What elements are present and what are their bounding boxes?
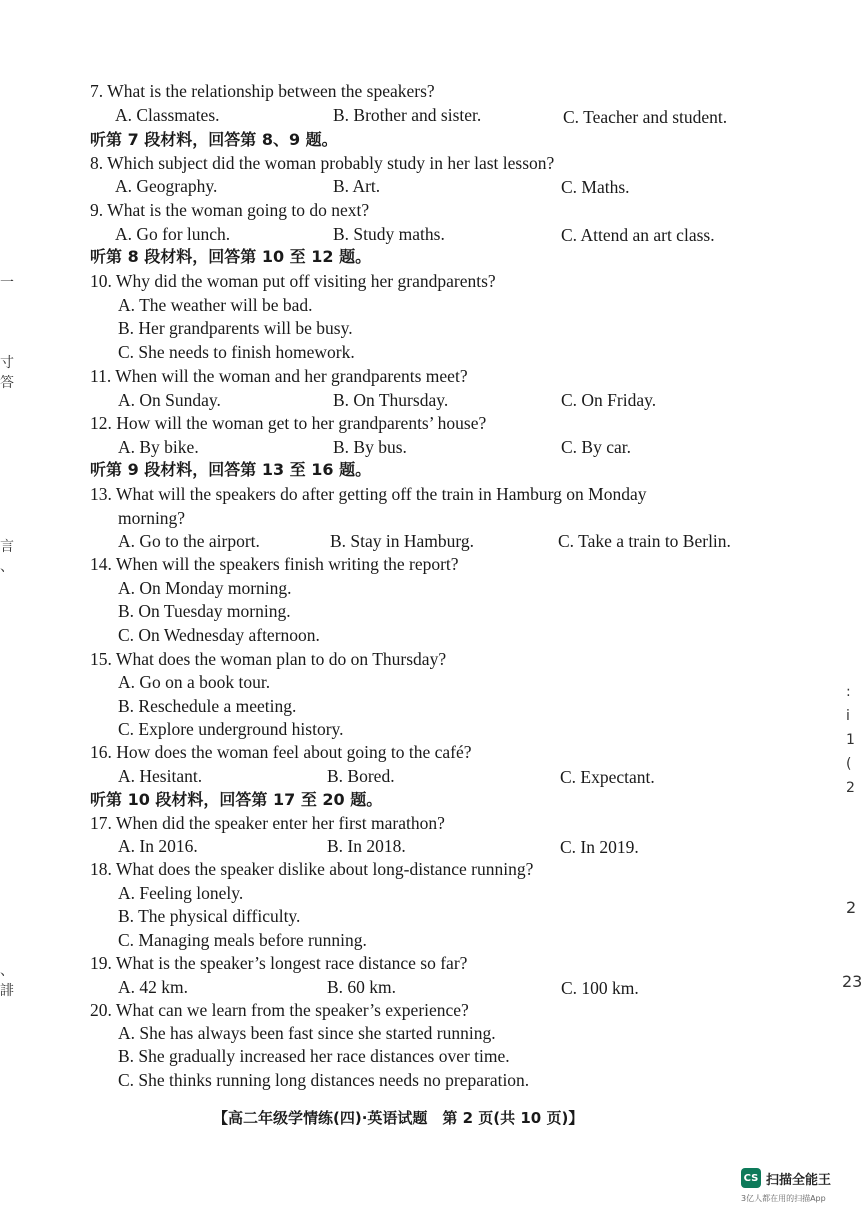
margin-mark: 23	[842, 972, 862, 991]
question-8: 8. Which subject did the woman probably study in her last lesson?	[90, 153, 555, 173]
margin-mark: (	[846, 756, 852, 772]
q19-option-b: B. 60 km.	[327, 977, 397, 997]
q7-option-a: A. Classmates.	[115, 105, 220, 125]
q18-option-b: B. The physical difficulty.	[118, 906, 301, 926]
question-14: 14. When will the speakers finish writing the report?	[90, 554, 459, 574]
q16-option-c: C. Expectant.	[560, 767, 655, 787]
page-footer: 【高二年级学情练(四)·英语试题 第 2 页(共 10 页)】	[213, 1109, 584, 1127]
margin-mark: 、	[0, 963, 14, 979]
question-10: 10. Why did the woman put off visiting her grandparents?	[90, 271, 496, 291]
q15-option-a: A. Go on a book tour.	[118, 672, 271, 692]
q8-option-b: B. Art.	[333, 176, 381, 196]
q12-option-c: C. By car.	[561, 437, 631, 457]
q20-option-b: B. She gradually increased her race distances over time.	[118, 1046, 510, 1066]
q10-option-c: C. She needs to finish homework.	[118, 342, 355, 362]
q9-option-b: B. Study maths.	[333, 224, 445, 244]
q17-option-c: C. In 2019.	[560, 837, 639, 857]
margin-mark: 言	[0, 539, 14, 555]
q11-option-c: C. On Friday.	[561, 390, 657, 410]
margin-mark: 、	[0, 559, 14, 575]
q7-option-b: B. Brother and sister.	[333, 105, 482, 125]
margin-mark: 2	[846, 780, 855, 796]
q14-option-c: C. On Wednesday afternoon.	[118, 625, 320, 645]
q13-option-c: C. Take a train to Berlin.	[558, 531, 731, 551]
question-12: 12. How will the woman get to her grandparents’ house?	[90, 413, 487, 433]
margin-mark: 2	[846, 898, 857, 917]
q8-option-c: C. Maths.	[561, 177, 630, 197]
q12-option-a: A. By bike.	[118, 437, 199, 457]
margin-mark: :	[846, 684, 851, 700]
scanner-name: 扫描全能王	[766, 1172, 832, 1188]
q9-option-c: C. Attend an art class.	[561, 225, 715, 245]
section-7-instruction: 听第 7 段材料，回答第 8、9 题。	[90, 130, 338, 149]
section-9-instruction: 听第 9 段材料，回答第 13 至 16 题。	[90, 460, 372, 479]
q11-option-b: B. On Thursday.	[333, 390, 449, 410]
q20-option-c: C. She thinks running long distances needs no preparation.	[118, 1070, 530, 1090]
q14-option-b: B. On Tuesday morning.	[118, 601, 291, 621]
question-15: 15. What does the woman plan to do on Thursday?	[90, 649, 447, 669]
margin-mark: 答	[0, 375, 14, 391]
q19-option-a: A. 42 km.	[118, 977, 188, 997]
margin-mark: 一	[0, 275, 14, 291]
q10-option-b: B. Her grandparents will be busy.	[118, 318, 353, 338]
q17-option-b: B. In 2018.	[327, 836, 406, 856]
q16-option-a: A. Hesitant.	[118, 766, 203, 786]
question-17: 17. When did the speaker enter her first marathon?	[90, 813, 445, 833]
q11-option-a: A. On Sunday.	[118, 390, 221, 410]
q15-option-b: B. Reschedule a meeting.	[118, 696, 297, 716]
q17-option-a: A. In 2016.	[118, 836, 198, 856]
margin-mark: 1	[846, 732, 855, 748]
section-8-instruction: 听第 8 段材料，回答第 10 至 12 题。	[90, 247, 372, 266]
scanner-tagline: 3亿人都在用的扫描App	[741, 1194, 826, 1203]
question-9: 9. What is the woman going to do next?	[90, 200, 370, 220]
question-7: 7. What is the relationship between the speakers?	[90, 81, 435, 101]
question-13-continued: morning?	[118, 508, 186, 528]
q14-option-a: A. On Monday morning.	[118, 578, 292, 598]
question-11: 11. When will the woman and her grandparents meet?	[90, 366, 468, 386]
q20-option-a: A. She has always been fast since she started running.	[118, 1023, 496, 1043]
q19-option-c: C. 100 km.	[561, 978, 639, 998]
q18-option-c: C. Managing meals before running.	[118, 930, 367, 950]
q7-option-c: C. Teacher and student.	[563, 107, 728, 127]
margin-mark: i	[846, 708, 850, 724]
q13-option-a: A. Go to the airport.	[118, 531, 260, 551]
margin-mark: 誹	[0, 983, 14, 999]
q13-option-b: B. Stay in Hamburg.	[330, 531, 475, 551]
q10-option-a: A. The weather will be bad.	[118, 295, 313, 315]
margin-mark: 寸	[0, 355, 14, 371]
section-10-instruction: 听第 10 段材料，回答第 17 至 20 题。	[90, 790, 383, 809]
q15-option-c: C. Explore underground history.	[118, 719, 344, 739]
scanner-watermark	[741, 1168, 831, 1188]
q9-option-a: A. Go for lunch.	[115, 224, 231, 244]
q8-option-a: A. Geography.	[115, 176, 218, 196]
q18-option-a: A. Feeling lonely.	[118, 883, 244, 903]
question-16: 16. How does the woman feel about going to the café?	[90, 742, 472, 762]
question-18: 18. What does the speaker dislike about long-distance running?	[90, 859, 534, 879]
camscanner-logo-icon: CS	[741, 1168, 761, 1188]
question-13: 13. What will the speakers do after getting off the train in Hamburg on Monday	[90, 484, 647, 504]
q16-option-b: B. Bored.	[327, 766, 395, 786]
question-19: 19. What is the speaker’s longest race distance so far?	[90, 953, 468, 973]
q12-option-b: B. By bus.	[333, 437, 407, 457]
question-20: 20. What can we learn from the speaker’s experience?	[90, 1000, 469, 1020]
